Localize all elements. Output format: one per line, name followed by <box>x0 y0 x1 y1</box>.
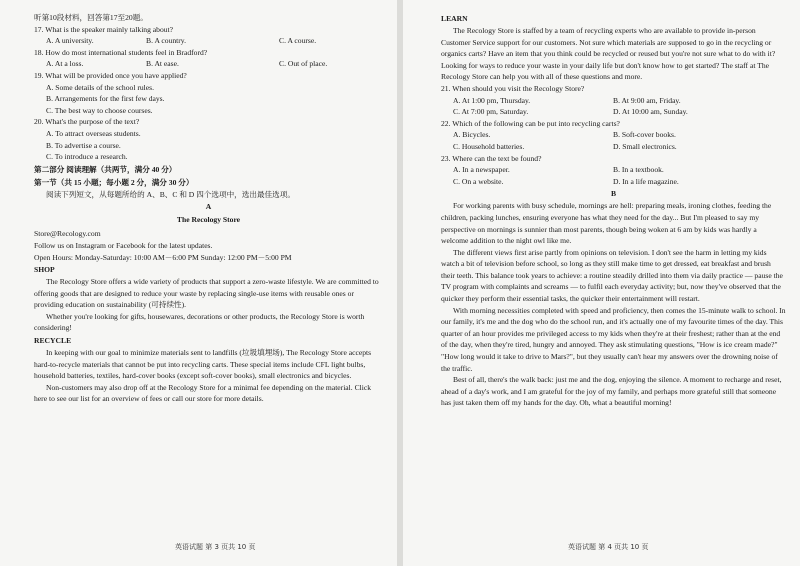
option-c: C. To introduce a research. <box>46 152 128 162</box>
option-d: D. In a life magazine. <box>613 176 679 186</box>
question-21: 21. When should you visit the Recology Store? <box>441 83 585 93</box>
option-b: B. A country. <box>146 36 187 46</box>
page-footer: 英语试题 第 3 页共 10 页 <box>175 543 256 551</box>
option-a: A. Some details of the school rules. <box>46 82 154 92</box>
learn-heading: LEARN <box>441 14 468 23</box>
page-footer: 英语试题 第 4 页共 10 页 <box>568 543 649 551</box>
option-b: B. Arrangements for the first few days. <box>46 94 165 104</box>
option-c: C. On a website. <box>453 176 504 186</box>
shop-paragraph-1: The Recology Store offers a wide variety of products that support a zero-waste lifestyle. We are committed to offering goods that are designed to reduce your waste by replacing single-use items with reusable ones or providing education on sustainability (可持续性). <box>34 277 379 310</box>
question-22: 22. Which of the following can be put into recycling carts? <box>441 118 620 128</box>
passage-b-paragraph-1: For working parents with busy schedule, mornings are hell: preparing meals, ironing clothes, feeding the children, packing lunches, ensuring everyone has what they need for the day... But I'm pleased to say my perspective on mornings is sunnier than most parents, though being woken at 6 am by kids was hardly a welcome addition to the night owl like me. <box>441 201 772 246</box>
option-a: A. Bicycles. <box>453 130 491 140</box>
passage-b-paragraph-2: The different views first arise partly from opinions on television. I don't see the harm in letting my kids watch a bit of television before school, so long as they still make time to get dressed, eat breakfast and brush their teeth. This balance took years to achieve: a routine steadily drilled into them via daily practice — pause the TV program with complaints and screams — to fulfil each everyday activity; but, now they've observed that the quicker they perform their essential tasks, the quicker their entertainment will restart. <box>441 247 783 304</box>
option-a: A. A university. <box>46 36 94 46</box>
option-a: A. In a newspaper. <box>453 165 510 175</box>
question-18: 18. How do most international students feel in Bradford? <box>34 47 208 57</box>
question-23: 23. Where can the text be found? <box>441 153 542 163</box>
option-c: C. At 7:00 pm, Saturday. <box>453 107 529 117</box>
left-page <box>0 0 397 566</box>
passage-b-paragraph-4: Best of all, there's the walk back: just me and the dog, enjoying the silence. A moment to recharge and reset, ahead of a day's work, and I am grateful for the joy of my family, and perhaps more grateful still that someone has just taken them off my hands for the day. Oh, what a beautiful morning! <box>441 375 782 408</box>
open-hours: Open Hours: Monday-Saturday: 10:00 AM－6:00 PM Sunday: 12:00 PM－5:00 PM <box>34 252 292 262</box>
shop-paragraph-2: Whether you're looking for gifts, housewares, decorations or other products, the Recology Store is worth considering! <box>34 311 365 333</box>
option-b: B. In a textbook. <box>613 165 664 175</box>
option-a: A. At 1:00 pm, Thursday. <box>453 95 531 105</box>
question-22-options <box>441 129 786 152</box>
listening-intro: 听第10段材料，回答第17至20题。 <box>34 13 148 22</box>
store-email: Store@Recology.com <box>34 229 101 239</box>
question-21-options <box>441 95 786 118</box>
section-one-heading: 第一节（共 15 小题；每小题 2 分，满分 30 分） <box>34 177 194 187</box>
question-20: 20. What's the purpose of the text? <box>34 117 140 127</box>
section-instruction: 阅读下列短文，从每题所给的 A、B、C 和 D 四个选项中，选出最佳选项。 <box>46 189 295 199</box>
learn-paragraph: The Recology Store is staffed by a team of recycling experts who are available to provide in-person Customer Service support for our customers. Not sure which materials are supposed to go in the recycling or organics carts? Have an item that you think could be recycled or reused but you're not sure what to do with it? Looking for ways to reduce your waste in your daily life but don't know how to get started? The staff at The Recology Store can help you with all of these questions and more. <box>441 26 776 82</box>
right-page <box>403 0 800 566</box>
recycle-heading: RECYCLE <box>34 336 72 346</box>
option-b: B. At 9:00 am, Friday. <box>613 95 681 105</box>
option-c: C. Household batteries. <box>453 141 525 151</box>
option-b: B. To advertise a course. <box>46 140 121 150</box>
question-23-options <box>441 164 786 187</box>
option-a: A. To attract overseas students. <box>46 128 141 138</box>
question-19: 19. What will be provided once you have applied? <box>34 70 187 80</box>
option-b: B. At ease. <box>146 59 179 69</box>
question-17-options <box>34 35 383 47</box>
recycle-paragraph-1: In keeping with our goal to minimize materials sent to landfills (垃圾填埋场), The Recology Store accepts hard-to-recycle materials that cannot be put into recycling carts. These special items include CFL light bulbs, household batteries, textiles, hard-cover books (except soft-cover books), small electronics and bicycles. <box>34 348 372 381</box>
passage-letter-a: A <box>205 202 212 212</box>
passage-b-paragraph-3: With morning necessities completed with speed and proficiency, then comes the 15-minute walk to school. In our family, it's me and the dog who do the school run, and it's actually one of my favourite times of the day. This quarter of an hour provides me privileged access to my kids when they're at their freshest; rather than at the end of the day, when they're tired, hungry and annoyed. They ask stimulating questions, "How is ice cream made?" "How long would it take to drive to Mars?", but they usually can't hear my answers over the drowning noise of the traffic. <box>441 305 786 373</box>
option-b: B. Soft-cover books. <box>613 130 676 140</box>
option-c: C. The best way to choose courses. <box>46 105 153 115</box>
option-a: A. At a loss. <box>46 59 84 69</box>
recycle-paragraph-2: Non-customers may also drop off at the Recology Store for a minimal fee depending on the material. Click here to see our list for an overview of fees or call our store for more details. <box>34 382 372 404</box>
part-two-heading: 第二部分 阅读理解（共两节，满分 40 分） <box>34 164 177 174</box>
question-17: 17. What is the speaker mainly talking about? <box>34 24 174 34</box>
question-18-options <box>34 58 383 70</box>
option-c: C. A course. <box>279 36 317 46</box>
option-d: D. Small electronics. <box>613 141 677 151</box>
option-d: D. At 10:00 am, Sunday. <box>613 107 688 117</box>
store-title: The Recology Store <box>176 215 241 225</box>
shop-heading: SHOP <box>34 265 55 275</box>
passage-letter-b: B <box>610 189 617 199</box>
option-c: C. Out of place. <box>279 59 328 69</box>
follow-line: Follow us on Instagram or Facebook for the latest updates. <box>34 240 213 250</box>
